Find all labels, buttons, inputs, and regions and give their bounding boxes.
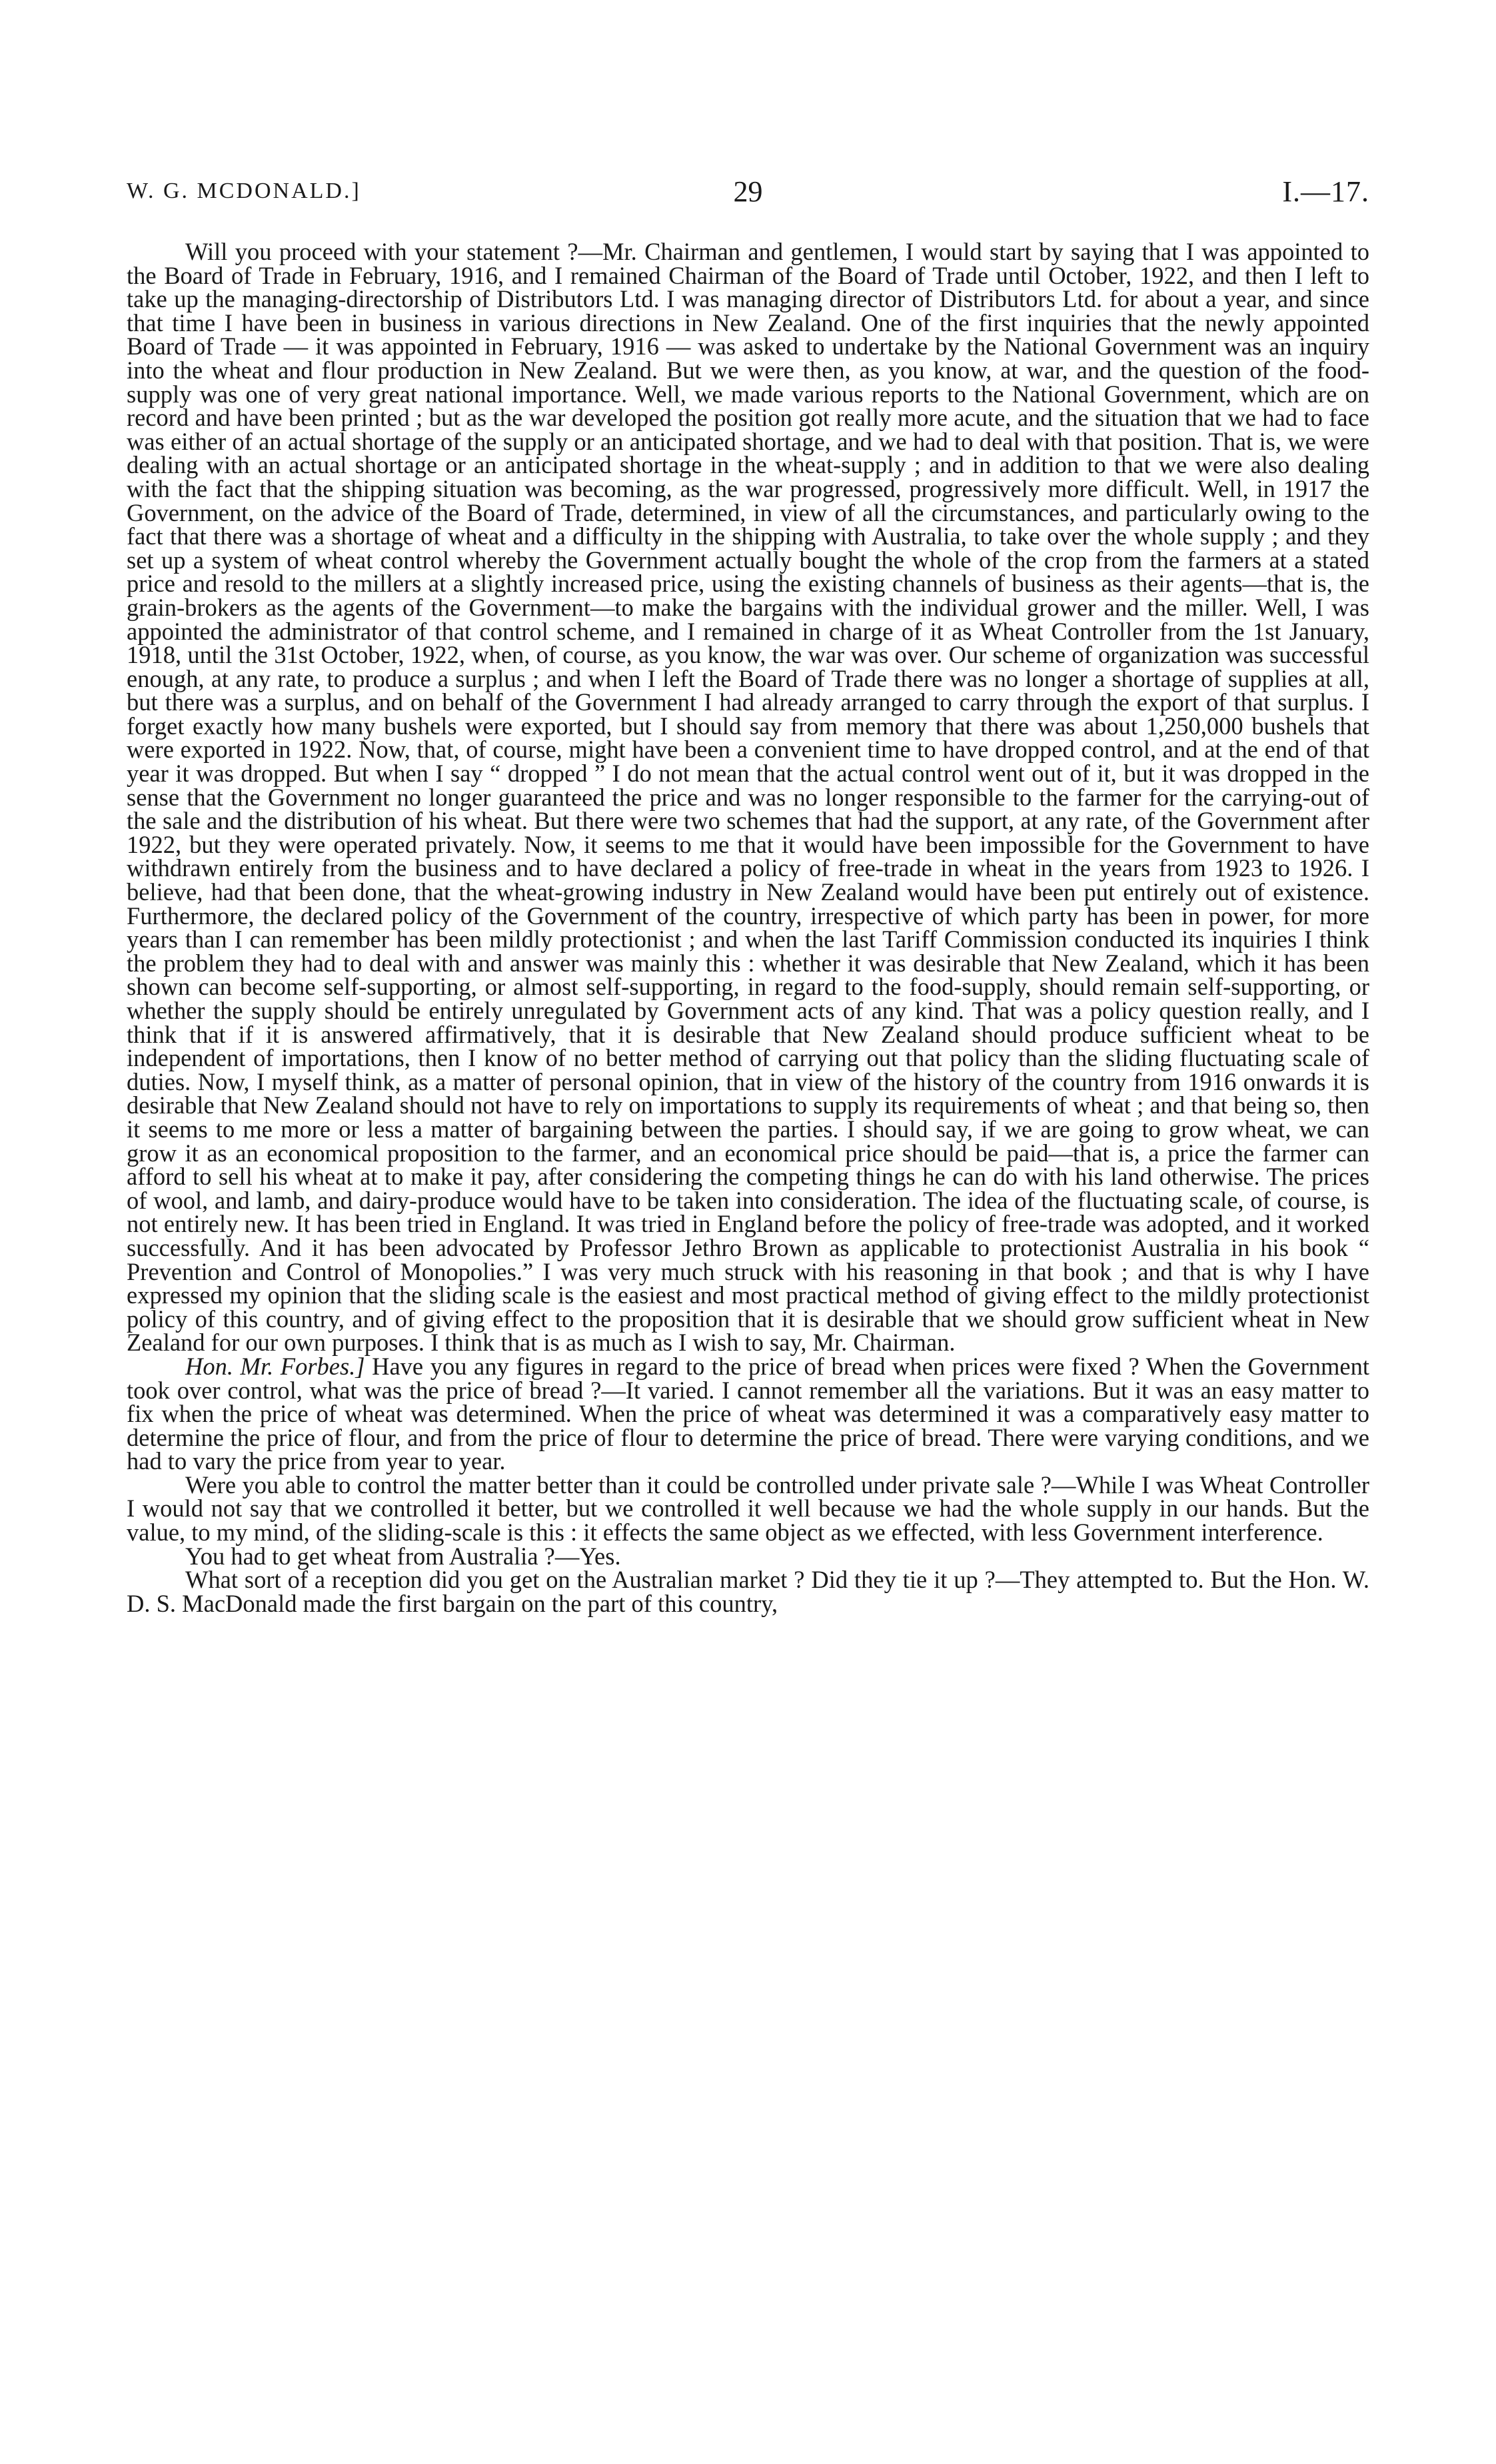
body-text [127,240,1369,1615]
paragraph-statement [127,240,1369,1355]
page-header [127,175,1369,215]
paragraph-text: What sort of a reception did you get on the Australian market ? Did they tie it up ?—They attempted to. But the Hon. W. D. S. MacDonald made the first bargain on the part of this country, [127,1566,1369,1617]
paragraph-text: Will you proceed with your statement ?—Mr. Chairman and gentlemen, I would start by saying that I was appointed to the Board of Trade in February, 1916, and I remained Chairman of the Board of Trade until October, 1922, and then I left to take up the managing-directorship of Distributors Ltd. I was managing director of Distributors Ltd. for about a year, and since that time I have been in business in various directions in New Zealand. One of the first inquiries that the newly appointed Board of Trade — it was appointed in February, 1916 — was asked to undertake by the National Government was an inquiry into the wheat and flour production in New Zealand. But we were then, as you know, at war, and the question of the food-supply was one of very great national importance. Well, we made various reports to the National Government, which are on record and have been printed ; but as the war developed the position got really more acute, and the situation that we had to face was either of an actual shortage of the supply or an anticipated shortage, and we had to deal with that position. That is, we were dealing with an actual shortage or an anticipated shortage in the wheat-supply ; and in addition to that we were also dealing with the fact that the shipping situation was becoming, as the war progressed, progressively more difficult. Well, in 1917 the Government, on the advice of the Board of Trade, determined, in view of all the circumstances, and particularly owing to the fact that there was a shortage of wheat and a difficulty in the shipping with Australia, to take over the whole supply ; and they set up a system of wheat control whereby the Government actually bought the whole of the crop from the farmers at a stated price and resold to the millers at a slightly increased price, using the existing channels of business as their agents—that is, the grain-brokers as the agents of the Government—to make the bargains with the individual grower and the miller. Well, I was appointed the administrator of that control scheme, and I remained in charge of it as Wheat Controller from the 1st January, 1918, until the 31st October, 1922, when, of course, as you know, the war was over. Our scheme of organization was successful enough, at any rate, to produce a surplus ; and when I left the Board of Trade there was no longer a shortage of supplies at all, but there was a surplus, and on behalf of the Government I had already arranged to carry through the export of that surplus. I forget exactly how many bushels were exported, but I should say from memory that there was about 1,250,000 bushels that were exported in 1922. Now, that, of course, might have been a convenient time to have dropped control, and at the end of that year it was dropped. But when I say “ dropped ” I do not mean that the actual control went out of it, but it was dropped in the sense that the Government no longer guaranteed the price and was no longer responsible to the farmer for the carrying-out of the sale and the distribution of his wheat. But there were two schemes that had the support, at any rate, of the Government after 1922, but they were operated privately. Now, it seems to me that it would have been impossible for the Government to have withdrawn entirely from the business and to have declared a policy of free-trade in wheat in the years from 1923 to 1926. I believe, had that been done, that the wheat-growing industry in New Zealand would have been put entirely out of existence. Furthermore, the declared policy of the Government of the country, irrespective of which party has been in power, for more years than I can remember has been mildly protectionist ; and when the last Tariff Commission conducted its inquiries I think the problem they had to deal with and answer was mainly this : whether it was desirable that New Zealand, which it has been shown can become self-supporting, or almost self-supporting, in regard to the food-supply, should remain self-supporting, or whether the supply should be entirely unregulated by Government acts of any kind. That was a policy question really, and I think that if it is answered affirmatively, that it is desirable that New Zealand should produce sufficient wheat to be independent of importations, then I know of no better method of carrying out that policy than the sliding fluctuating scale of duties. Now, I myself think, as a matter of personal opinion, that in view of the history of the country from 1916 onwards it is desirable that New Zealand should not have to rely on importations to supply its requirements of wheat ; and that being so, then it seems to me more or less a matter of bargaining between the parties. I should say, if we are going to grow wheat, we can grow it as an economical proposition to the farmer, and an economical price should be paid—that is, a price the farmer can afford to sell his wheat at to make it pay, after considering the competing things he can do with his land otherwise. The prices of wool, and lamb, and dairy-produce would have to be taken into consideration. The idea of the fluctuating scale, of course, is not entirely new. It has been tried in England. It was tried in England before the policy of free-trade was adopted, and it worked successfully. And it has been advocated by Professor Jethro Brown as applicable to protectionist Australia in his book “ Prevention and Control of Monopolies.” I was very much struck with his reasoning in that book ; and that is why I have expressed my opinion that the sliding scale is the easiest and most practical method of giving effect to the mildly protectionist policy of this country, and of giving effect to the proposition that it is desirable that we should grow sufficient wheat in New Zealand for our own purposes. I think that is as much as I wish to say, Mr. Chairman. [127,238,1369,1357]
running-head-witness: W. G. MCDONALD.] [127,179,361,203]
paragraph-text: Have you any figures in regard to the price of bread when prices were fixed ? When the Government took over control, what was the price of bread ?—It varied. I cannot remember all the variations. But it was an easy matter to fix when the price of wheat was determined. When the price of wheat was determined it was a comparatively easy matter to determine the price of flour, and from the price of flour to determine the price of bread. There were varying conditions, and we had to vary the price from year to year. [127,1352,1369,1475]
speaker-label: Hon. Mr. Forbes.] [185,1352,365,1380]
paragraph-text: Were you able to control the matter better than it could be controlled under private sale ?—While I was Wheat Controller I would not say that we controlled it better, but we controlled it well because we had the whole supply in our hands. But the value, to my mind, of the sliding-scale is this : it effects the same object as we effected, with less Government interference. [127,1471,1369,1546]
document-reference: I.—17. [1282,175,1369,208]
paragraph-australia-question [127,1544,1369,1568]
paragraph-forbes-question [127,1352,1369,1475]
page-number: 29 [733,175,763,208]
paragraph-text: You had to get wheat from Australia ?—Yes. [185,1542,621,1570]
paragraph-reception-question [127,1568,1369,1615]
paragraph-control-question [127,1473,1369,1544]
